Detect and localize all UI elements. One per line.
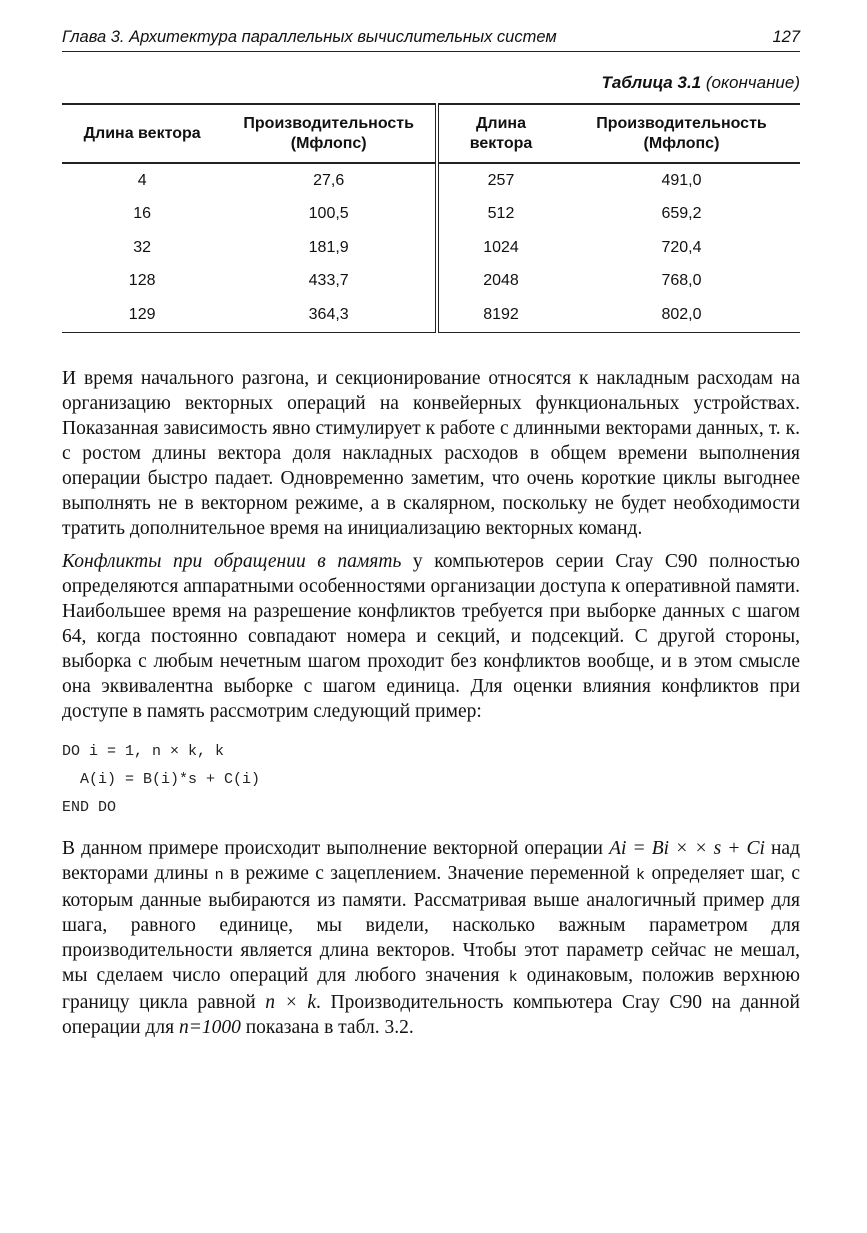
code-line: A(i) = B(i)*s + C(i): [62, 770, 261, 788]
text-run: . Производительность компьютера Cray C90 на данной операции для: [62, 991, 800, 1038]
table-row: [62, 265, 800, 299]
table-caption-note: (окончание): [705, 73, 800, 92]
table-cell: 512: [487, 205, 515, 223]
running-header: [62, 28, 800, 52]
var-k: k: [636, 866, 646, 884]
table-cell: 433,7: [222, 265, 437, 299]
var-k: k: [508, 968, 518, 986]
formula: Ai = Bi × × s + Ci: [609, 837, 765, 859]
text-run: определяет шаг, с которым данные выбираются из памяти. Рассматривая выше аналогичный пример для шага, равного единице, мы видели, насколько важным параметром для производительности является длина векторов. Чтобы этот параметр сейчас не мешал, мы сделаем число операций для любого значения: [62, 862, 800, 986]
text-run: В данном примере происходит выполнение векторной операции: [62, 837, 610, 859]
text-run: показана в табл. 3.2.: [240, 1016, 414, 1038]
table-cell: 129: [128, 305, 156, 323]
header-cell: Длина вектора: [469, 115, 533, 152]
header-cell: Длина вектора: [83, 125, 201, 142]
page-number: 127: [772, 28, 800, 46]
code-line: DO i = 1, n × k, k: [62, 742, 225, 760]
table-cell: 100,5: [222, 198, 437, 232]
table-cell: 8192: [483, 305, 519, 323]
var-n: n: [214, 866, 224, 884]
table-cell: 181,9: [222, 231, 437, 265]
paragraph-example: [62, 836, 800, 1040]
header-cell: Производительность (Мфлопс): [596, 115, 767, 152]
table-cell: 16: [133, 205, 152, 223]
table-cell: 768,0: [661, 272, 702, 290]
table-cell: 27,6: [222, 163, 437, 198]
table-caption-label: Таблица 3.1: [601, 73, 702, 92]
table-cell: 802,0: [661, 305, 702, 323]
table-row: [62, 198, 800, 232]
code-line: END DO: [62, 798, 117, 816]
text-run: одинаковым, положив верхнюю границу цикла равной: [62, 964, 800, 1013]
table-row: [62, 231, 800, 265]
page: [62, 28, 800, 1048]
table-header-row: [62, 104, 800, 163]
table-cell: 720,4: [661, 238, 702, 256]
code-example: [62, 738, 800, 822]
formula-n-k: n × k: [265, 991, 317, 1013]
table-cell: 364,3: [222, 298, 437, 332]
text-run: в режиме с зацеплением. Значение переменной: [223, 862, 637, 884]
table-row: [62, 163, 800, 198]
header-cell: Производительность (Мфлопс): [222, 104, 437, 163]
table-cell: 4: [137, 171, 147, 189]
table-cell: 128: [128, 272, 156, 290]
table-cell: 491,0: [661, 171, 702, 189]
paragraph-overheads: И время начального разгона, и секционирование относятся к накладным расходам на организацию векторных операций на конвейерных функциональных устройствах. Показанная зависимость явно стимулирует к работе с длинными векторами данных, т. к. с ростом длины вектора доля накладных расходов в общем времени выполнения операции быстро падает. Одновременно заметим, что очень короткие циклы выгоднее выполнять не в векторном режиме, а в скалярном, поскольку не будет необходимости тратить дополнительное время на инициализацию векторных команд.: [62, 367, 800, 539]
data-table: [62, 103, 800, 333]
table-caption: [62, 73, 800, 93]
table-cell: 257: [487, 171, 515, 189]
chapter-title: Глава 3. Архитектура параллельных вычислительных систем: [62, 28, 557, 46]
table-row: [62, 298, 800, 332]
table-cell: 32: [133, 238, 152, 256]
formula-n1000: n=1000: [178, 1016, 241, 1038]
term-memory-conflicts: Конфликты при обращении в память: [62, 550, 402, 572]
paragraph-conflicts-text: у компьютеров серии Cray C90 полностью определяются аппаратными особенностями организации доступа к оперативной памяти. Наибольшее время на разрешение конфликтов требуется при выборке данных с шагом 64, когда постоянно совпадают номера и секций, и подсекций. С другой стороны, выборка с любым нечетным шагом проходит без конфликтов вообще, и в этом смысле она эквивалентна выборке с шагом единица. Для оценки влияния конфликтов при доступе в память рассмотрим следующий пример:: [62, 550, 800, 722]
table-cell: 2048: [483, 272, 519, 290]
table-cell: 1024: [483, 238, 519, 256]
body-text: [62, 366, 800, 1040]
paragraph-conflicts: [62, 549, 800, 724]
text-run: над векторами длины: [62, 837, 800, 884]
table-cell: 659,2: [661, 205, 702, 223]
